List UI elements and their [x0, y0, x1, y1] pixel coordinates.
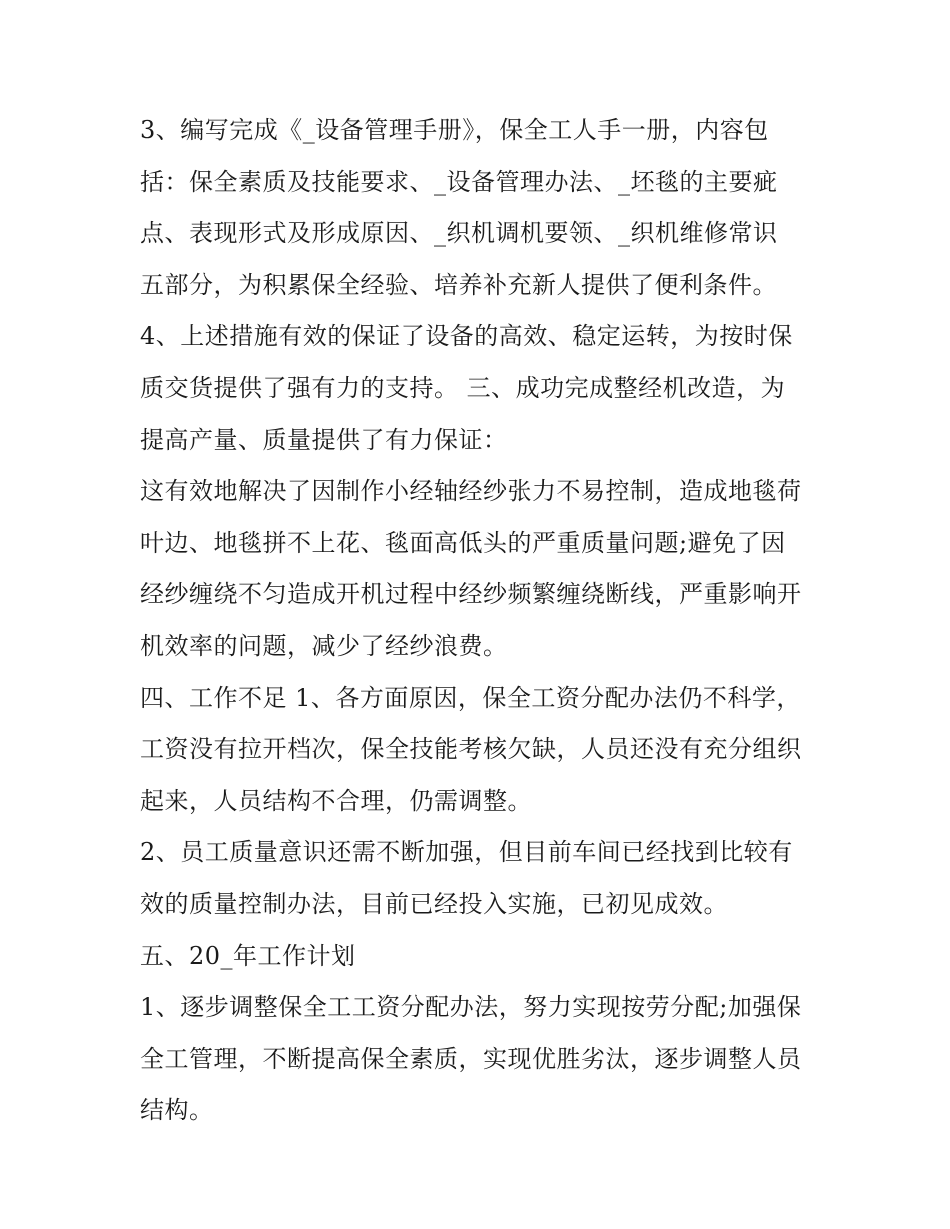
- paragraph-plan-item-1: [140, 982, 820, 1137]
- text-line: 质交货提供了强有力的支持。 三、成功完成整经机改造，为: [140, 373, 786, 402]
- text-line: 4、上述措施有效的保证了设备的高效、稳定运转，为按时保: [140, 322, 793, 351]
- text-line: 这有效地解决了因制作小经轴经纱张力不易控制，造成地毯荷: [140, 477, 802, 506]
- paragraph-shortcomings: [140, 673, 820, 828]
- text-line: 经纱缠绕不匀造成开机过程中经纱频繁缠绕断线，严重影响开: [140, 580, 802, 609]
- text-line: 起来，人员结构不合理，仍需调整。: [140, 786, 532, 815]
- text-line: 机效率的问题，减少了经纱浪费。: [140, 631, 508, 660]
- text-line: 结构。: [140, 1096, 214, 1125]
- paragraph-quality-awareness: [140, 827, 820, 930]
- text-line: 效的质量控制办法，目前已经投入实施，已初见成效。: [140, 889, 728, 918]
- text-line: 工资没有拉开档次，保全技能考核欠缺，人员还没有充分组织: [140, 735, 802, 764]
- text-line: 提高产量、质量提供了有力保证：: [140, 425, 508, 454]
- text-line: 全工管理，不断提高保全素质，实现优胜劣汰，逐步调整人员: [140, 1044, 802, 1073]
- text-line: 点、表现形式及形成原因、_织机调机要领、_织机维修常识: [140, 219, 778, 248]
- document-body: [140, 105, 820, 1137]
- text-line: 2、员工质量意识还需不断加强，但目前车间已经找到比较有: [140, 838, 793, 867]
- section-heading-work-plan: [140, 931, 820, 983]
- text-line: 括：保全素质及技能要求、_设备管理办法、_坯毯的主要疵: [140, 167, 778, 196]
- text-line: 四、工作不足 1、各方面原因，保全工资分配办法仍不科学，: [140, 683, 801, 712]
- paragraph-measures: [140, 311, 820, 466]
- paragraph-manual: [140, 105, 820, 311]
- text-line: 3、编写完成《_设备管理手册》，保全工人手一册，内容包: [140, 116, 769, 144]
- text-line: 五部分，为积累保全经验、培养补充新人提供了便利条件。: [140, 270, 777, 299]
- heading-line: 五、20_年工作计划: [140, 941, 356, 970]
- text-line: 叶边、地毯拼不上花、毯面高低头的严重质量问题;避免了因: [140, 528, 786, 557]
- text-line: 1、逐步调整保全工工资分配办法，努力实现按劳分配;加强保: [140, 993, 802, 1022]
- paragraph-warping-results: [140, 466, 820, 672]
